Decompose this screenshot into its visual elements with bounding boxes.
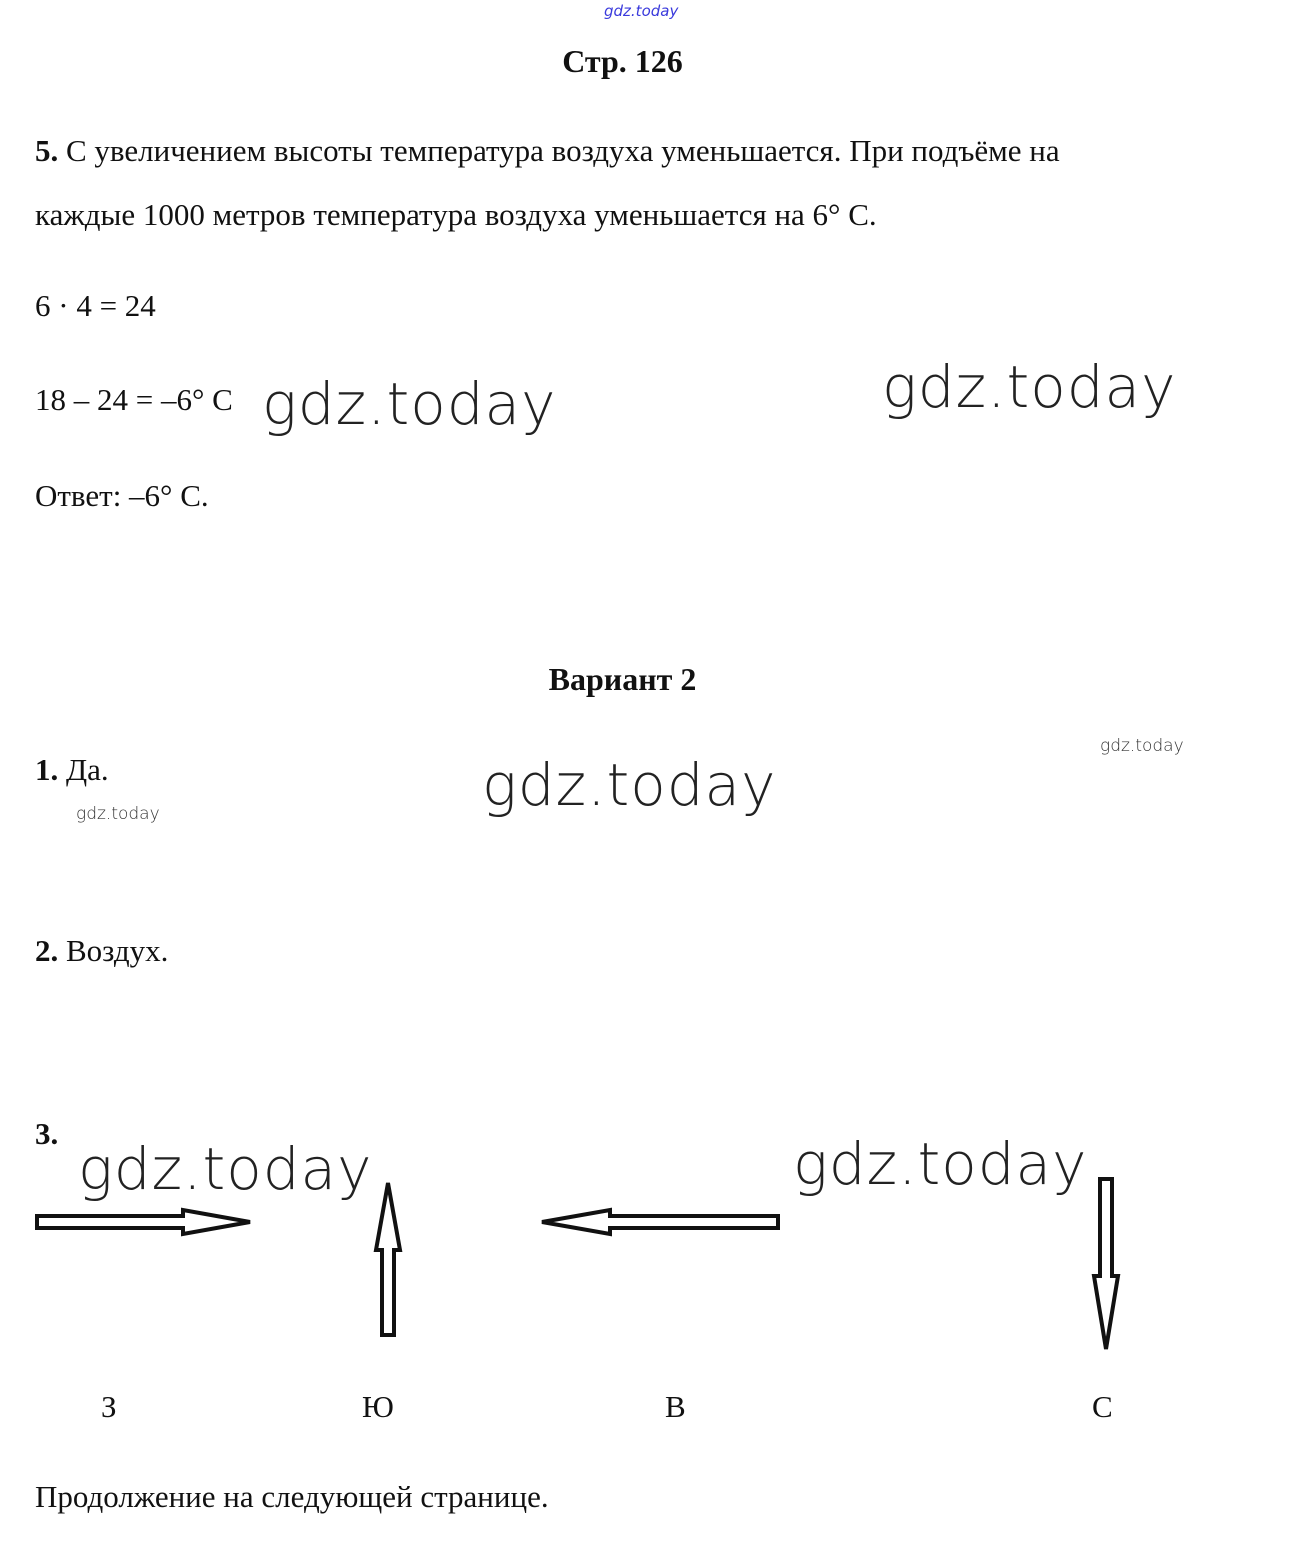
- watermark-2: gdz.today: [882, 353, 1177, 421]
- v2-task2-text: Воздух.: [66, 933, 169, 968]
- page-title: Стр. 126: [562, 43, 683, 79]
- v2-task2: [35, 935, 168, 966]
- task5-line1: [35, 135, 1060, 166]
- watermark-small-2: gdz.today: [76, 804, 160, 824]
- watermark-3: gdz.today: [482, 751, 777, 819]
- v2-task2-number: 2.: [35, 933, 59, 968]
- watermark-small-1: gdz.today: [1100, 736, 1184, 756]
- watermark-top: gdz.today: [604, 2, 679, 20]
- task5-number: 5.: [35, 133, 59, 168]
- continuation-note: Продолжение на следующей странице.: [35, 1479, 549, 1514]
- v2-task3-number: 3.: [35, 1116, 59, 1151]
- task5-line2: каждые 1000 метров температура воздуха уменьшается на 6° С.: [35, 197, 877, 232]
- label-east: В: [665, 1389, 686, 1424]
- watermark-4: gdz.today: [78, 1135, 373, 1203]
- arrow-down-icon: [1092, 1176, 1120, 1356]
- task5-calc2: 18 – 24 = –6° С: [35, 382, 233, 417]
- arrow-left-icon: [538, 1208, 784, 1236]
- task5-answer: Ответ: –6° С.: [35, 478, 209, 513]
- v2-task1: [35, 754, 109, 785]
- watermark-1: gdz.today: [262, 370, 557, 438]
- arrow-up-icon: [374, 1180, 402, 1340]
- watermark-5: gdz.today: [793, 1130, 1088, 1198]
- label-west: З: [101, 1389, 117, 1424]
- v2-task1-text: Да.: [66, 752, 109, 787]
- task5-calc1: 6 · 4 = 24: [35, 288, 156, 323]
- variant-title: Вариант 2: [548, 661, 697, 697]
- arrow-right-icon: [35, 1208, 255, 1236]
- label-south: Ю: [362, 1389, 394, 1424]
- task5-line1-text: С увеличением высоты температура воздуха уменьшается. При подъёме на: [66, 133, 1060, 168]
- v2-task1-number: 1.: [35, 752, 59, 787]
- label-north: С: [1092, 1389, 1113, 1424]
